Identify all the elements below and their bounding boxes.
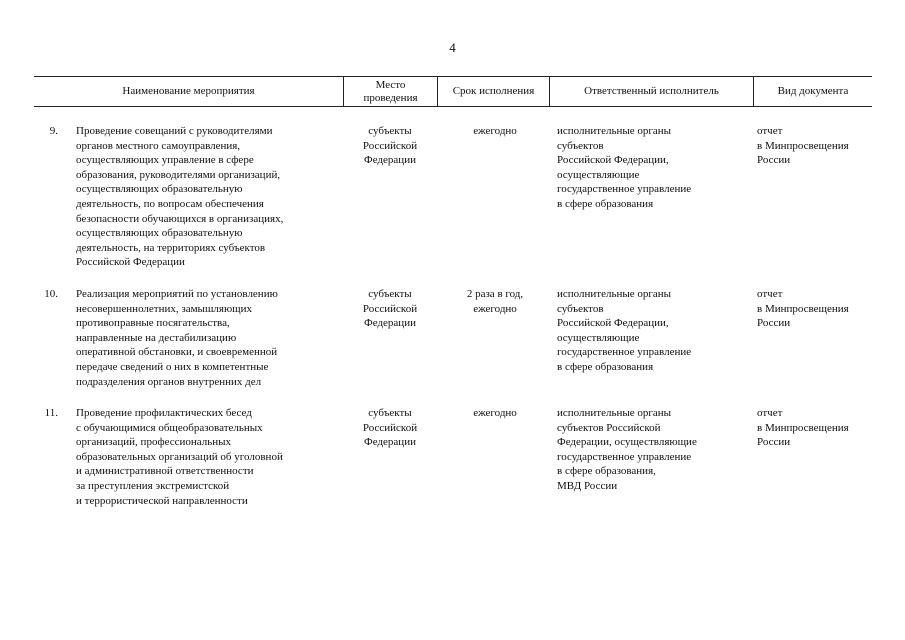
page-number: 4 [449, 40, 456, 55]
event-name: Реализация мероприятий по установлению несовершеннолетних, замышляющих противоправные посягательства, направленные на дестабилизацию оперативной обстановки, и своевременной передаче сведений о них в компетентные подразделения органов внутренних дел [76, 288, 278, 388]
event-executor: исполнительные органы субъектов Российской Федерации, осуществляющие государственное управление в сфере образования [557, 288, 692, 373]
event-doc-type: отчет в Минпросвещения России [757, 288, 849, 330]
event-term: 2 раза в год, ежегодно [466, 288, 524, 315]
table-header-bottom-rule [34, 106, 872, 107]
header-executor: Ответственный исполнитель [584, 85, 719, 97]
event-term: ежегодно [473, 125, 517, 137]
header-term: Срок исполнения [452, 85, 535, 97]
event-term: ежегодно [473, 407, 517, 419]
row-number: 10. [44, 288, 58, 300]
header-place: Место проведения [363, 78, 418, 104]
event-place: субъекты Российской Федерации [362, 125, 418, 167]
event-place: субъекты Российской Федерации [362, 288, 418, 330]
event-doc-type: отчет в Минпросвещения России [757, 407, 849, 449]
event-place: субъекты Российской Федерации [362, 407, 418, 449]
header-doc-type: Вид документа [777, 85, 849, 97]
row-number: 11. [44, 407, 58, 419]
event-name: Проведение профилактических бесед с обучающимися общеобразовательных организаций, профессиональных образовательных организаций об уголовной и административной ответственности за преступления экстремистской и террористической направленности [76, 407, 283, 507]
event-executor: исполнительные органы субъектов Российской Федерации, осуществляющие государственное управление в сфере образования, МВД России [557, 407, 697, 492]
row-number: 9. [49, 125, 58, 137]
header-name: Наименование мероприятия [122, 85, 255, 97]
event-name: Проведение совещаний с руководителями органов местного самоуправления, осуществляющих управление в сфере образования, руководителями организаций, осуществляющих образовательную деятельность, по вопросам обеспечения безопасности обучающихся в организациях, осуществляющих образовательную деятельность, на территориях субъектов Российской Федерации [76, 125, 284, 269]
event-doc-type: отчет в Минпросвещения России [757, 125, 849, 167]
event-executor: исполнительные органы субъектов Российской Федерации, осуществляющие государственное управление в сфере образования [557, 125, 692, 210]
